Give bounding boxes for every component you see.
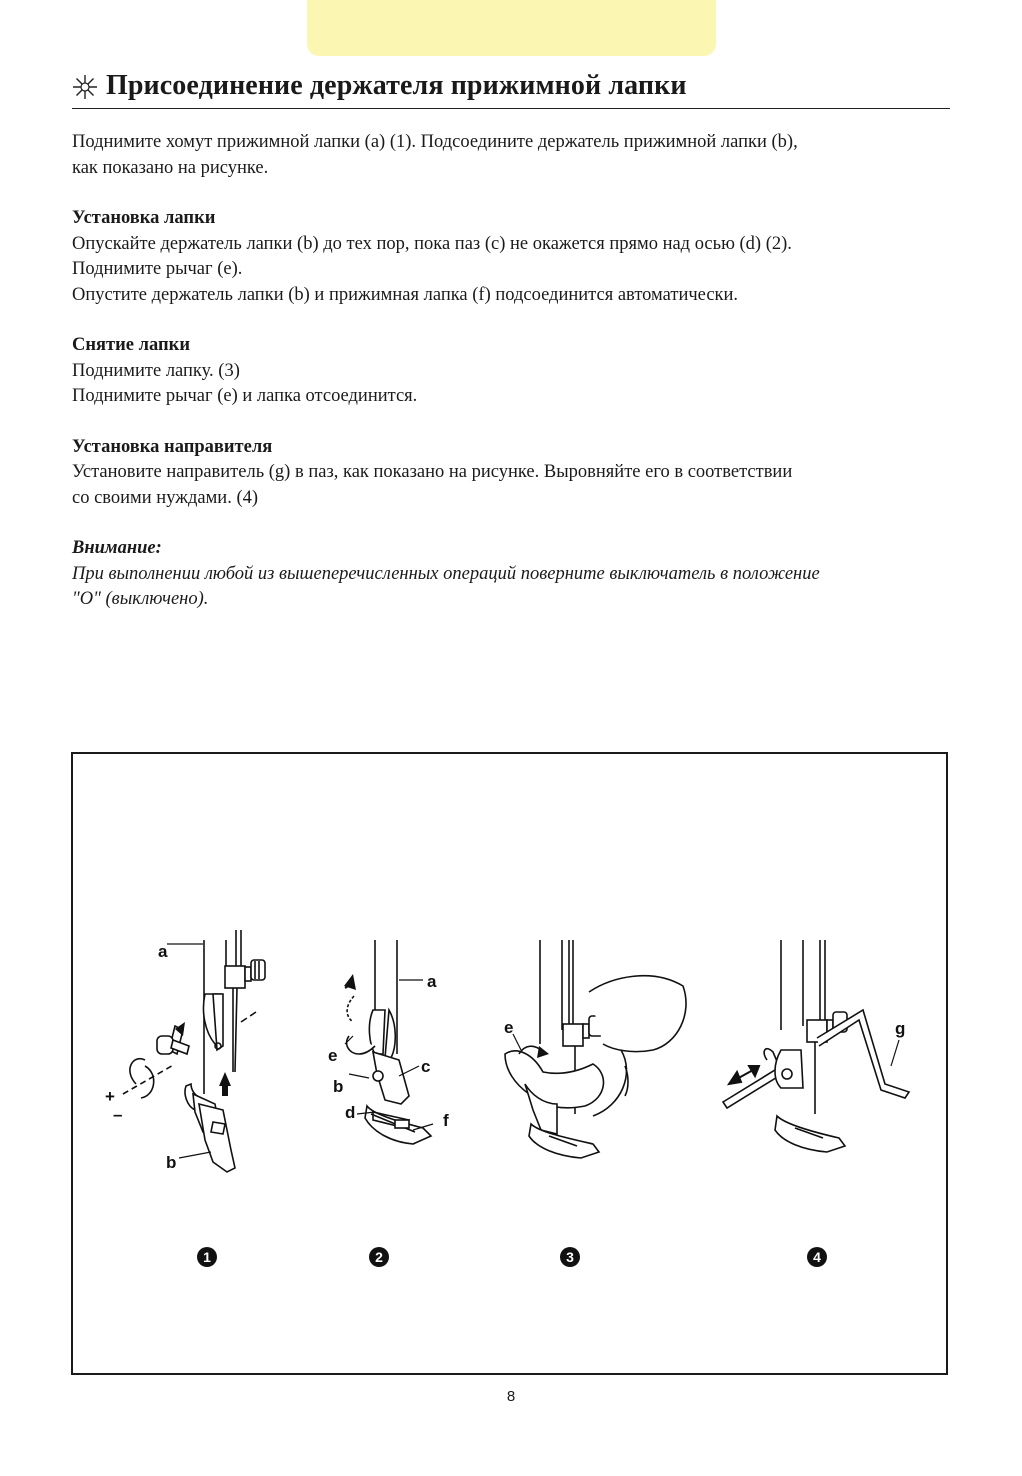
label-a-fig1: a	[158, 942, 168, 961]
label-g-fig4: g	[895, 1019, 906, 1038]
remove-heading: Снятие лапки	[72, 335, 190, 355]
label-b-fig1: b	[166, 1153, 177, 1172]
label-d-fig2: d	[345, 1103, 356, 1122]
step-badge-4	[807, 1247, 827, 1267]
intro-line-1: Поднимите хомут прижимной лапки (a) (1). Подсоедините держатель прижимной лапки (b),	[72, 132, 798, 152]
label-minus: –	[113, 1105, 123, 1124]
figure-1-drawing	[123, 930, 265, 1172]
step-badge-3	[560, 1247, 580, 1267]
attach-line-2: Поднимите рычаг (e).	[72, 259, 243, 279]
instructions	[72, 130, 950, 613]
remove-line-1: Поднимите лапку. (3)	[72, 360, 240, 381]
label-a-fig2: a	[427, 972, 437, 991]
caution-line-2: "O" (выключено).	[72, 589, 209, 609]
illustration-frame	[71, 752, 948, 1375]
step-number-4: 4	[813, 1249, 821, 1265]
step-badge-2	[369, 1247, 389, 1267]
attach-line-3: Опустите держатель лапки (b) и прижимная лапка (f) подсоединится автоматически.	[72, 284, 739, 305]
figure-3-drawing	[505, 940, 686, 1158]
page-number: 8	[506, 1388, 516, 1405]
step-badge-1	[197, 1247, 217, 1267]
caution-line-1: При выполнении любой из вышеперечисленных операций поверните выключатель в положение	[72, 563, 820, 584]
attach-line-1: Опускайте держатель лапки (b) до тех пор, пока паз (c) не окажется прямо над осью (d) (2).	[72, 233, 792, 254]
page-title: Присоединение держателя прижимной лапки	[106, 70, 687, 101]
guide-heading: Установка направителя	[72, 436, 273, 457]
label-plus: +	[105, 1087, 115, 1106]
sparkle-star-icon	[72, 74, 98, 100]
step-number-3: 3	[566, 1249, 574, 1265]
header-tab	[307, 0, 716, 56]
figure-3-arrow	[537, 1046, 549, 1058]
label-e-fig2: e	[328, 1046, 338, 1065]
figure-1-up-arrow	[219, 1072, 231, 1096]
attach-heading: Установка лапки	[72, 208, 216, 228]
guide-line-2: со своими нуждами. (4)	[72, 487, 259, 508]
caution-heading: Внимание:	[72, 538, 162, 558]
intro-line-2: как показано на рисунке.	[72, 157, 269, 178]
remove-line-2: Поднимите рычаг (e) и лапка отсоединится.	[72, 386, 418, 406]
label-e-fig3: e	[504, 1018, 514, 1037]
guide-line-1: Установите направитель (g) в паз, как показано на рисунке. Выровняйте его в соответствии	[72, 462, 793, 482]
figure-4-drawing	[723, 940, 909, 1152]
step-number-2: 2	[375, 1249, 383, 1265]
section-title	[72, 64, 950, 109]
label-b-fig2: b	[333, 1077, 344, 1096]
label-f-fig2: f	[443, 1111, 449, 1130]
label-c-fig2: c	[421, 1057, 431, 1076]
step-number-1: 1	[203, 1249, 211, 1265]
illustration	[73, 754, 946, 1373]
